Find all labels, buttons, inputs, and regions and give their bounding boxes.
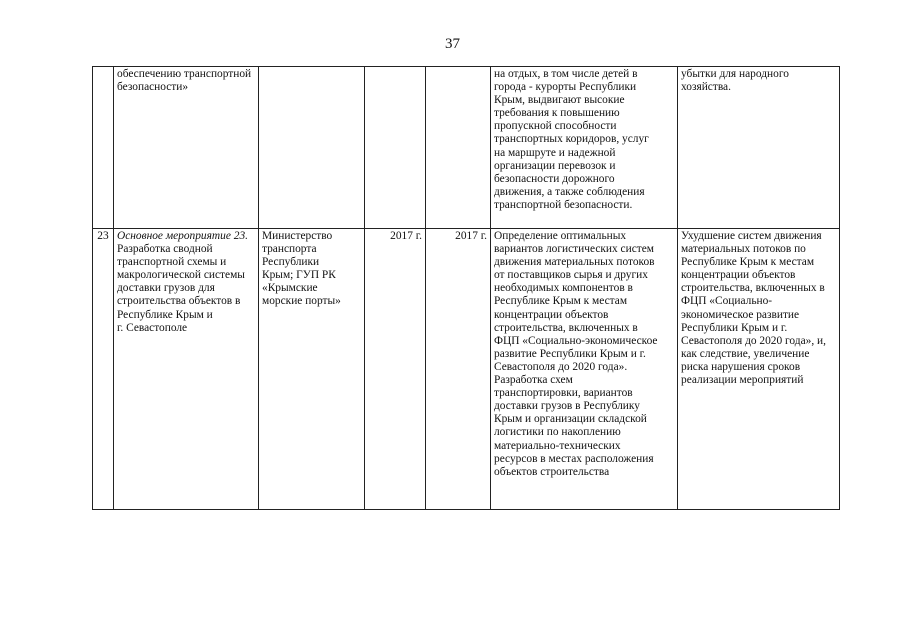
text-line: реализации мероприятий [681, 374, 804, 387]
start-year-cell [365, 67, 426, 229]
executor-cell [259, 229, 365, 510]
text-line: на отдых, в том числе детей в [494, 68, 638, 80]
measures-table [92, 66, 840, 510]
text-line: как следствие, увеличение [681, 347, 810, 360]
text-line: Крым; ГУП РК [262, 269, 336, 282]
text-line: риска нарушения сроков [681, 360, 801, 373]
measure-name-cell [114, 67, 259, 229]
text-line: Севастополя до 2020 года». [494, 360, 628, 373]
end-year-cell [426, 67, 491, 229]
text-line: «Крымские [262, 282, 318, 295]
text-line: доставки грузов в Республику [494, 400, 640, 413]
text-line: ФЦП «Социально-экономическое [494, 334, 658, 347]
text-line: Определение оптимальных [494, 230, 627, 242]
text-line: Республике Крым к местам [494, 295, 628, 308]
risk-cell [678, 67, 840, 229]
text-line: развитие Республики Крым и г. [494, 347, 646, 360]
text-line: морские порты» [262, 295, 341, 308]
text-line: вариантов логистических систем [494, 243, 654, 256]
text-line: организации перевозок и [494, 159, 616, 172]
text-line: города - курорты Республики [494, 81, 637, 94]
row-number-cell [93, 67, 114, 229]
start-year-cell: 2017 г. [365, 229, 426, 510]
text-line: Ухудшение систем движения [681, 230, 822, 242]
text-line: Крым, выдвигают высокие [494, 94, 625, 107]
text-line: макрологической системы [117, 269, 245, 282]
table-row [93, 229, 840, 510]
text-line: Разработка схем [494, 374, 573, 387]
text-line: ресурсов в местах расположения [494, 452, 654, 465]
text-line: требования к повышению [494, 107, 620, 120]
text-line: от поставщиков сырья и других [494, 269, 648, 282]
table-row [93, 67, 840, 229]
text-line: Крым и организации складской [494, 413, 647, 426]
text-line: безопасности дорожного [494, 172, 615, 185]
executor-cell [259, 67, 365, 229]
text-line: Министерство [262, 230, 333, 242]
expected-result-cell [491, 229, 678, 510]
text-line: необходимых компонентов в [494, 282, 633, 295]
text-line: транспортной схемы и [117, 256, 227, 269]
text-line: обеспечению транспортной [117, 68, 252, 80]
text-line: хозяйства. [681, 81, 731, 94]
text-line: объектов строительства [494, 465, 610, 478]
text-line: строительства, включенных в [494, 321, 638, 334]
text-line: Разработка сводной [117, 243, 213, 256]
text-line: Республики [262, 256, 320, 269]
text-line: ФЦП «Социально- [681, 295, 773, 308]
text-line: убытки для народного [681, 68, 789, 80]
text-line: г. Севастополе [117, 321, 188, 334]
text-line: логистики по накоплению [494, 426, 621, 439]
text-line: пропускной способности [494, 120, 617, 133]
text-line: Республике Крым к местам [681, 256, 815, 269]
text-line: Севастополя до 2020 года», и, [681, 334, 826, 347]
risk-cell [678, 229, 840, 510]
text-line: доставки грузов для [117, 282, 215, 295]
text-line: движения, а также соблюдения [494, 185, 645, 198]
expected-result-cell [491, 67, 678, 229]
text-line: транспортировки, вариантов [494, 387, 633, 400]
text-line: концентрации объектов [494, 308, 609, 321]
text-line: материальных потоков по [681, 243, 806, 256]
text-line: строительства объектов в [117, 295, 241, 308]
text-line: концентрации объектов [681, 269, 796, 282]
text-line: транспортной безопасности. [494, 198, 633, 211]
measure-name-cell [114, 229, 259, 510]
row-number-cell: 23 [93, 229, 114, 510]
text-line: экономическое развитие [681, 308, 800, 321]
end-year-cell: 2017 г. [426, 229, 491, 510]
text-line: движения материальных потоков [494, 256, 655, 269]
measure-heading: Основное мероприятие 23. [117, 230, 248, 242]
text-line: материально-технических [494, 439, 621, 452]
text-line: безопасности» [117, 81, 189, 94]
text-line: транспортных коридоров, услуг [494, 133, 649, 146]
text-line: Республике Крым и [117, 308, 213, 321]
text-line: транспорта [262, 243, 317, 256]
text-line: Республики Крым и г. [681, 321, 788, 334]
text-line: строительства, включенных в [681, 282, 825, 295]
text-line: на маршруте и надежной [494, 146, 616, 159]
page-number: 37 [445, 36, 460, 52]
